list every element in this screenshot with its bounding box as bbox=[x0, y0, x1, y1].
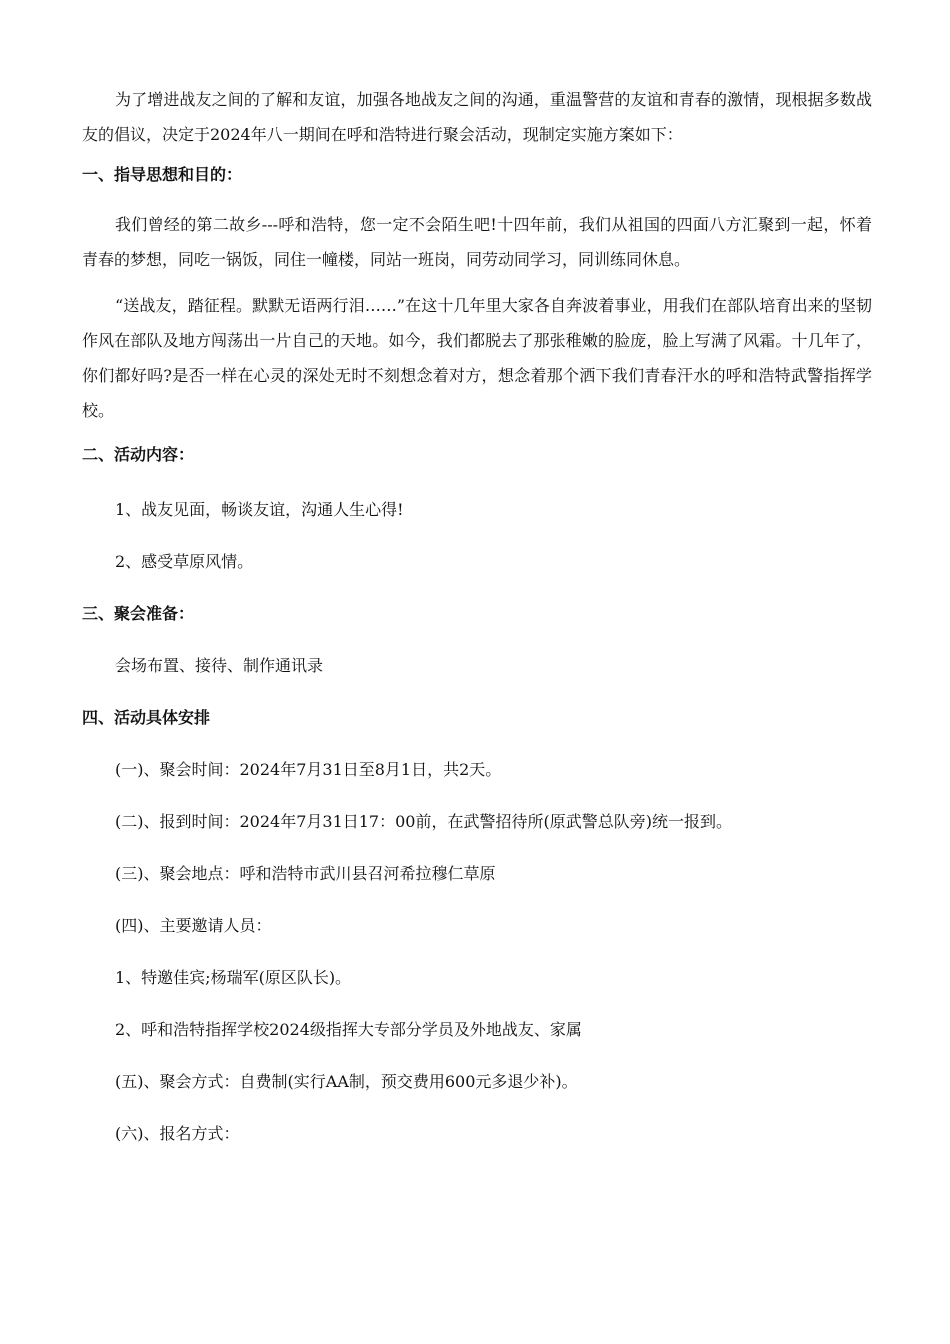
document-page bbox=[82, 82, 872, 1146]
preparation-item: 会场布置、接待、制作通讯录 bbox=[115, 656, 324, 675]
activity-content-item-1: 1、战友见面，畅谈友谊，沟通人生心得! bbox=[115, 500, 404, 519]
arrangement-registration-time: (二)、报到时间：2024年7月31日17：00前，在武警招待所(原武警总队旁)统一报到。 bbox=[115, 812, 732, 831]
arrangement-time: (一)、聚会时间：2024年7月31日至8月1日，共2天。 bbox=[115, 760, 502, 779]
section-heading-arrangements: 四、活动具体安排 bbox=[82, 708, 211, 727]
intro-paragraph: 为了增进战友之间的了解和友谊，加强各地战友之间的沟通，重温警营的友谊和青春的激情，现根据多数战友的倡议，决定于2024年八一期间在呼和浩特进行聚会活动，现制定实施方案如下： bbox=[82, 90, 872, 144]
guiding-ideology-paragraph-2: “送战友，踏征程。默默无语两行泪……”在这十几年里大家各自奔波着事业，用我们在部队培育出来的坚韧作风在部队及地方闯荡出一片自己的天地。如今，我们都脱去了那张稚嫩的脸庞，脸上写满了风霜。十几年了，你们都好吗?是否一样在心灵的深处无时不刻想念着对方，想念着那个洒下我们青春汗水的呼和浩特武警指挥学校。 bbox=[82, 296, 872, 420]
section-heading-preparation: 三、聚会准备： bbox=[82, 604, 195, 623]
section-heading-guiding-ideology: 一、指导思想和目的： bbox=[82, 165, 243, 184]
arrangement-location: (三)、聚会地点：呼和浩特市武川县召河希拉穆仁草原 bbox=[115, 864, 496, 883]
arrangement-invitees: (四)、主要邀请人员： bbox=[115, 916, 272, 935]
invitee-item-1: 1、特邀佳宾;杨瑞军(原区队长)。 bbox=[115, 968, 352, 987]
guiding-ideology-paragraph-1: 我们曾经的第二故乡---呼和浩特，您一定不会陌生吧!十四年前，我们从祖国的四面八方汇聚到一起，怀着青春的梦想，同吃一锅饭，同住一幢楼，同站一班岗，同劳动同学习，同训练同休息。 bbox=[82, 215, 872, 269]
arrangement-signup: (六)、报名方式： bbox=[115, 1124, 240, 1143]
invitee-item-2: 2、呼和浩特指挥学校2024级指挥大专部分学员及外地战友、家属 bbox=[115, 1020, 582, 1039]
arrangement-method: (五)、聚会方式：自费制(实行AA制，预交费用600元多退少补)。 bbox=[115, 1072, 578, 1091]
activity-content-item-2: 2、感受草原风情。 bbox=[115, 552, 254, 571]
section-heading-activity-content: 二、活动内容： bbox=[82, 445, 195, 464]
